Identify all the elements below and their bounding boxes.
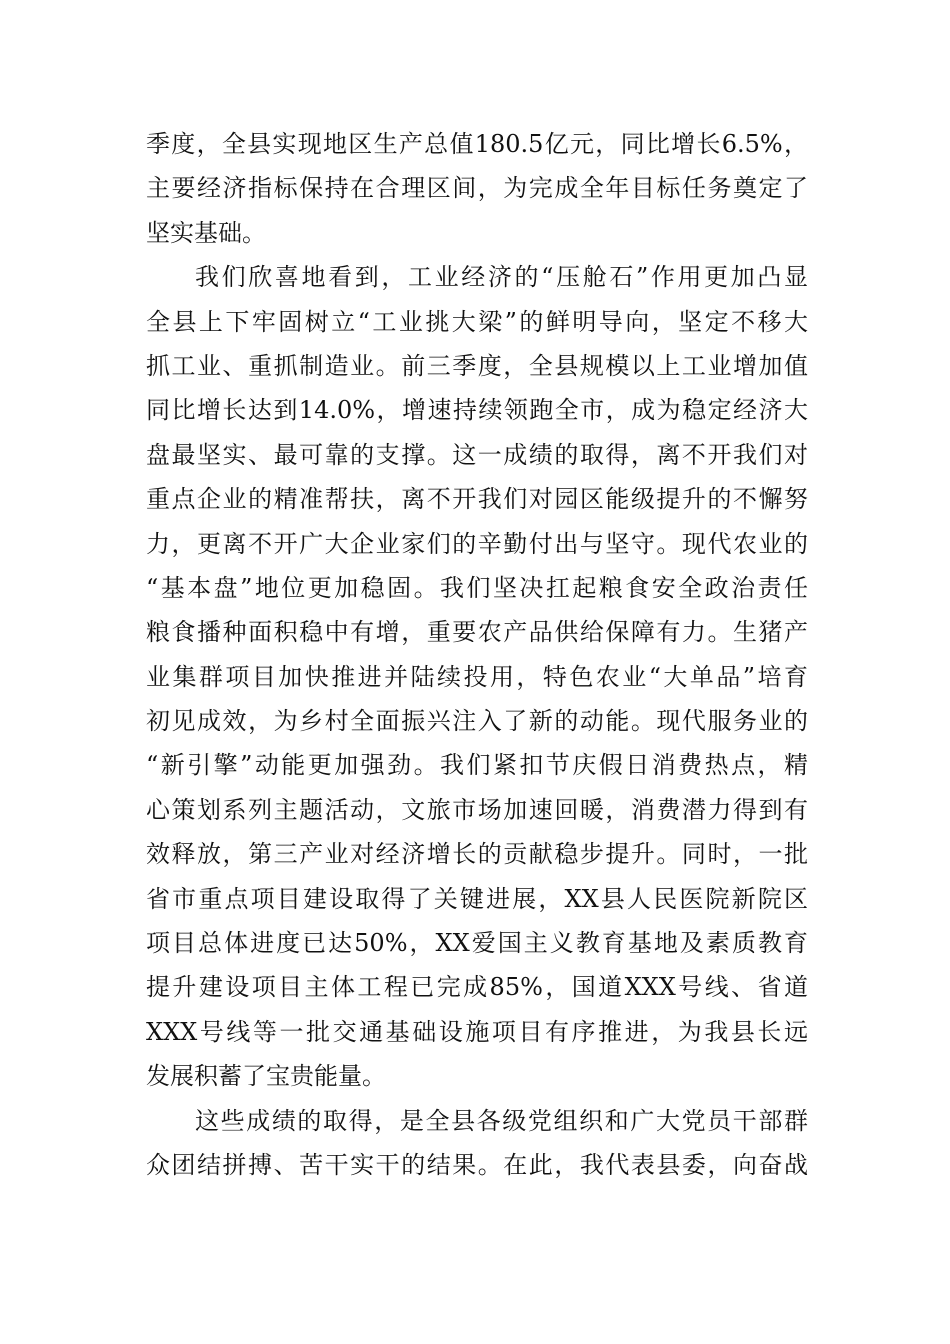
document-body <box>146 122 808 1187</box>
text-line: “基本盘”地位更加稳固。我们坚决扛起粮食安全政治责任 <box>146 573 808 602</box>
text-line: 同比增长达到14.0%，增速持续领跑全市，成为稳定经济大 <box>146 396 808 425</box>
paragraph <box>146 255 808 1098</box>
text-line: 力，更离不开广大企业家们的辛勤付出与坚守。现代农业的 <box>146 529 808 558</box>
text-line: 效释放，第三产业对经济增长的贡献稳步提升。同时，一批 <box>146 840 808 869</box>
text-line: 初见成效，为乡村全面振兴注入了新的动能。现代服务业的 <box>146 707 808 736</box>
text-line: 盘最坚实、最可靠的支撑。这一成绩的取得，离不开我们对 <box>146 440 808 469</box>
text-line: 众团结拼搏、苦干实干的结果。在此，我代表县委，向奋战 <box>146 1150 808 1179</box>
text-line: 我们欣喜地看到，工业经济的“压舱石”作用更加凸显 <box>195 263 808 292</box>
text-line: XXX号线等一批交通基础设施项目有序推进，为我县长远 <box>146 1017 808 1046</box>
text-line: 提升建设项目主体工程已完成85%，国道XXX号线、省道 <box>146 973 808 1002</box>
paragraph <box>146 1099 808 1188</box>
text-line: 省市重点项目建设取得了关键进展，XX县人民医院新院区 <box>146 884 808 913</box>
text-line: “新引擎”动能更加强劲。我们紧扣节庆假日消费热点，精 <box>146 751 808 780</box>
text-line: 业集群项目加快推进并陆续投用，特色农业“大单品”培育 <box>146 662 808 691</box>
text-line: 季度，全县实现地区生产总值180.5亿元，同比增长6.5%， <box>146 130 808 158</box>
text-line: 粮食播种面积稳中有增，重要农产品供给保障有力。生猪产 <box>146 618 808 647</box>
text-line: 坚实基础。 <box>146 218 266 247</box>
text-line: 抓工业、重抓制造业。前三季度，全县规模以上工业增加值 <box>146 351 808 380</box>
text-line: 全县上下牢固树立“工业挑大梁”的鲜明导向，坚定不移大 <box>146 307 808 336</box>
text-line: 发展积蓄了宝贵能量。 <box>146 1062 386 1091</box>
text-line: 心策划系列主题活动，文旅市场加速回暖，消费潜力得到有 <box>146 795 808 824</box>
text-line: 这些成绩的取得，是全县各级党组织和广大党员干部群 <box>195 1106 808 1135</box>
text-line: 主要经济指标保持在合理区间，为完成全年目标任务奠定了 <box>146 174 808 203</box>
paragraph <box>146 122 808 255</box>
text-line: 重点企业的精准帮扶，离不开我们对园区能级提升的不懈努 <box>146 485 808 514</box>
text-line: 项目总体进度已达50%，XX爱国主义教育基地及素质教育 <box>146 929 808 958</box>
